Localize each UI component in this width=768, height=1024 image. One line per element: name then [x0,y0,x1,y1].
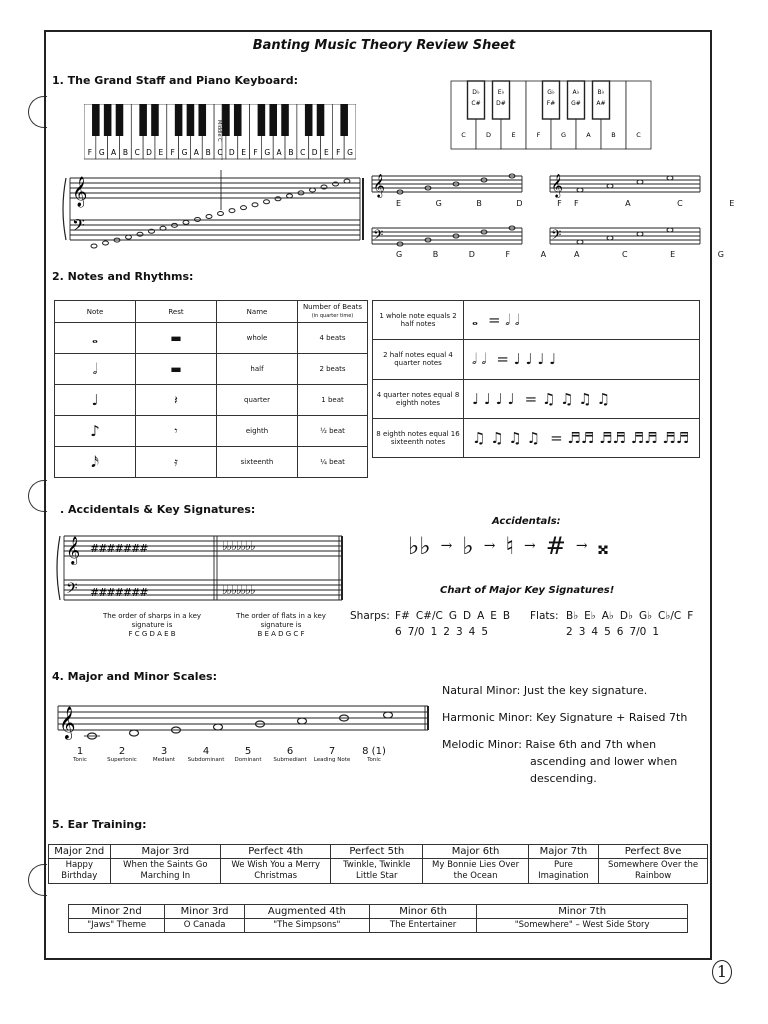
scale-degree-number: 6 [286,746,294,757]
interval-name: Major 3rd [110,845,221,859]
scale-degree [184,746,228,763]
note-name: quarter [217,385,298,416]
flat-count: 3 [578,626,586,638]
interval-name: Major 2nd [49,845,111,859]
scale-degree-name: Dominant [234,757,262,763]
sharp-count: 7/0 [407,626,425,638]
white-key-label: F [170,148,175,157]
rhs-notes: = ♬♬ ♬♬ ♬♬ ♬♬ [550,428,690,447]
rest-symbol-icon: ▬ [136,354,217,385]
flat-count: 1 [652,626,660,638]
staff-note [103,241,109,245]
small-piano-keyboard [450,80,652,152]
natural-icon: ♮ [505,532,515,560]
interval-name: Minor 2nd [69,905,165,919]
staff-note [137,232,143,236]
lhs-notes: ♩ ♩ ♩ ♩ [472,389,515,408]
note-name: eighth [217,416,298,447]
staff-note [275,197,281,201]
col-note-header: Note [55,301,136,323]
melodic-minor-text: Melodic Minor: Raise 6th and 7th when [442,738,657,751]
table-row [55,323,368,354]
rhs-notes: = 𝅗𝅥 𝅗𝅥 [487,311,520,330]
interval-name: Minor 3rd [165,905,245,919]
song-name: We Wish You a Merry Christmas [221,859,331,884]
interval-name: Perfect 5th [331,845,423,859]
small-black-key-label: G# [571,100,581,107]
equivalence-notes [464,340,700,379]
table-row [373,379,700,418]
small-black-key-label: C# [471,100,481,107]
table-row [373,418,700,457]
white-key-label: G [181,148,188,157]
flat-key: F [687,610,694,622]
lhs-notes: 𝅗𝅥 𝅗𝅥 [472,350,487,369]
staff-note [252,203,258,207]
small-white-key-label: C [461,131,466,139]
small-white-key-label: F [536,131,541,139]
small-black-key-label: D♭ [472,89,480,96]
page-number: 1 [712,960,732,984]
svg-text:𝄞: 𝄞 [551,173,563,197]
interval-name: Minor 6th [369,905,476,919]
white-key-label: F [336,148,341,157]
note-symbol-icon: 𝅗𝅥 [55,354,136,385]
double-sharp-icon: 𝄪 [597,532,609,560]
bass-spaces-staff [546,224,706,250]
white-key-label: A [110,148,117,157]
note-name: half [217,354,298,385]
flats-keys-row [566,610,693,622]
white-key-label: E [158,148,164,157]
flats-chart: Flats: [530,610,559,622]
flats-count-row [566,626,659,638]
scale-degree-name: Leading Note [313,757,351,763]
key-signature-staff [56,530,346,610]
table-row [55,385,368,416]
bass-spaces-label: A C E G [574,250,744,259]
col-rest-header: Rest [136,301,217,323]
rest-symbol-icon: 𝄾 [136,416,217,447]
black-key [139,104,147,136]
flat-key: A♭ [601,610,614,622]
sharp-count: 2 [443,626,450,638]
sharp-count: 5 [481,626,489,638]
accidentals-sequence [408,532,608,560]
page-title: Banting Music Theory Review Sheet [252,38,516,53]
section-2-heading: 2. Notes and Rhythms: [52,270,194,283]
sharp-key: E [490,610,497,622]
table-row [55,447,368,478]
white-key-label: C [217,148,223,157]
flat-icon: ♭ [462,532,474,560]
melodic-minor-text-2: ascending and lower when [530,755,678,768]
section-5-heading: 5. Ear Training: [52,818,147,831]
section-4-heading: 4. Major and Minor Scales: [52,670,217,683]
black-key [151,104,159,136]
flat-order-note: The order of flats in a key signature is B E A D G C F [236,612,326,638]
small-black-key-label: G♭ [547,89,555,96]
note-symbol-icon: 𝅝 [55,323,136,354]
note-beats: 2 beats [298,354,368,385]
equivalence-label: 1 whole note equals 2 half notes [373,301,464,340]
table-row [55,354,368,385]
scale-degree [142,746,186,763]
harmonic-minor-text: Harmonic Minor: Key Signature + Raised 7th [442,711,688,724]
rhythm-equivalence-table [372,300,700,458]
note-symbol-icon: 𝅘𝅥𝅯 [55,447,136,478]
interval-name: Minor 7th [477,905,688,919]
note-beats: 4 beats [298,323,368,354]
white-key-label: G [347,148,353,157]
song-name: "Jaws" Theme [69,919,165,933]
svg-text:𝄞: 𝄞 [373,173,385,197]
black-key [116,104,124,136]
white-key-label: C [300,148,306,157]
staff-note [195,217,201,221]
grand-staff [60,170,366,252]
scale-degree-number: 8 (1) [362,746,386,757]
scale-degree-name: Supertonic [107,757,137,763]
flat-count: 4 [591,626,599,638]
svg-text:𝄢: 𝄢 [72,215,85,239]
white-key-label: E [241,148,247,157]
white-key-label: C [134,148,140,157]
staff-note [310,188,316,192]
svg-text:𝄢: 𝄢 [373,227,384,246]
bass-lines-label: G B D F A [396,250,561,259]
scale-degree-number: 7 [328,746,336,757]
black-key [340,104,348,136]
scale-degree-number: 2 [118,746,126,757]
sharps-keys-row [395,610,510,622]
note-symbol-icon: ♪ [55,416,136,447]
song-name: Happy Birthday [49,859,111,884]
song-name: The Entertainer [369,919,476,933]
small-black-key-label: A# [596,100,606,107]
scale-degree [352,746,396,763]
white-key-label: A [276,148,282,157]
interval-name: Perfect 4th [221,845,331,859]
svg-text:♭♭♭♭♭♭♭: ♭♭♭♭♭♭♭ [222,583,255,597]
arrow-icon: → [524,538,536,554]
scale-degree-name: Mediant [152,757,176,763]
note-beats: ¼ beat [298,447,368,478]
interval-name: Perfect 8ve [599,845,708,859]
scale-degree-name: Tonic [73,757,87,763]
white-key-label: B [205,148,211,157]
scale-degree-name: Submediant [273,757,307,763]
double-flat-icon: ♭♭ [408,532,431,560]
sharp-key: D [462,610,472,622]
rhs-notes: = ♫ ♫ ♫ ♫ [524,389,611,408]
rest-symbol-icon: 𝄿 [136,447,217,478]
white-key-label: B [288,148,294,157]
equivalence-notes [464,301,700,340]
note-name: whole [217,323,298,354]
interval-name: Major 6th [423,845,528,859]
svg-text:𝄞: 𝄞 [66,536,81,564]
scale-degree [226,746,270,763]
white-key-label: G [264,148,271,157]
minor-intervals-table [68,904,688,933]
black-key [258,104,266,136]
black-key [305,104,313,136]
flat-key: E♭ [584,610,596,622]
svg-text:#######: ####### [90,586,148,599]
small-black-key-label: E♭ [497,89,505,96]
black-key [269,104,277,136]
rhs-notes: = ♩ ♩ ♩ ♩ [496,350,557,369]
small-white-key-label: D [485,131,492,139]
scale-degree-number: 4 [202,746,210,757]
sharp-key: C#/C [415,610,443,622]
sharp-key: B [502,610,511,622]
interval-header-row [49,845,708,859]
staff-note [229,209,235,213]
black-key [198,104,206,136]
song-name: "The Simpsons" [244,919,369,933]
black-key [317,104,325,136]
sharp-count: 1 [430,626,438,638]
song-name: When the Saints Go Marching In [110,859,221,884]
white-key-label: D [146,148,152,157]
middle-c-label: Middle C [216,120,222,142]
flat-key: C♭/C [658,610,682,622]
melodic-minor-text-3: descending. [530,772,597,785]
sharp-count: 4 [468,626,476,638]
black-key [104,104,112,136]
small-black-key-label: D# [496,100,506,107]
flat-key: G♭ [638,610,653,622]
small-white-key-label: E [511,131,516,139]
svg-text:♭♭♭♭♭♭♭: ♭♭♭♭♭♭♭ [222,539,255,553]
svg-text:𝄞: 𝄞 [72,177,88,207]
treble-spaces-label: F A C E [574,199,757,208]
song-row [49,859,708,884]
arrow-icon: → [440,538,453,554]
staff-note [264,200,270,204]
white-key-label: E [324,148,329,157]
small-white-key-label: C [636,131,641,139]
scale-degree-number: 5 [244,746,252,757]
equivalence-notes [464,418,700,457]
song-name: Somewhere Over the Rainbow [599,859,708,884]
equivalence-label: 8 eighth notes equal 16 sixteenth notes [373,418,464,457]
song-row [69,919,688,933]
equivalence-label: 4 quarter notes equal 8 eighth notes [373,379,464,418]
black-key [187,104,195,136]
section-1-heading: 1. The Grand Staff and Piano Keyboard: [52,74,298,87]
white-key-label: B [122,148,128,157]
staff-note [126,235,132,239]
rest-symbol-icon: ▬ [136,323,217,354]
song-name: O Canada [165,919,245,933]
arrow-icon: → [483,538,496,554]
scale-degree [58,746,102,763]
song-name: Twinkle, Twinkle Little Star [331,859,423,884]
major-intervals-table [48,844,708,884]
sharps-chart: Sharps: [350,610,390,622]
white-key-label: F [253,148,258,157]
white-key-label: D [228,148,235,157]
scale-degree-number: 1 [76,746,84,757]
accidentals-heading: Accidentals: [492,516,561,527]
treble-spaces-staff [546,172,706,198]
staff-note [183,220,189,224]
arrow-icon: → [575,538,588,554]
flat-count: 2 [566,626,573,638]
scale-degree [310,746,354,763]
song-name: "Somewhere" – West Side Story [477,919,688,933]
black-key [92,104,100,136]
scale-degree [100,746,144,763]
svg-text:𝄞: 𝄞 [59,706,76,739]
scale-degree [268,746,312,763]
small-white-key-label: G [560,131,567,139]
note-beats: 1 beat [298,385,368,416]
black-key [175,104,183,136]
sharps-count-row [395,626,488,638]
rest-symbol-icon: 𝄽 [136,385,217,416]
c-major-scale-staff [54,700,432,744]
small-white-key-label: A [586,131,591,139]
scale-degree-name: Tonic [367,757,381,763]
staff-note [218,212,224,216]
note-name: sixteenth [217,447,298,478]
white-key-label: F [87,148,93,157]
equivalence-notes [464,379,700,418]
flat-count: 6 [616,626,624,638]
notes-table [54,300,368,478]
lhs-notes: ♫ ♫ ♫ ♫ [472,428,541,447]
scale-degree-number: 3 [160,746,168,757]
lhs-notes: 𝅝 [472,311,478,330]
table-row [373,301,700,340]
sharp-order-note: The order of sharps in a key signature is F C G D A E B [102,612,202,638]
song-name: Pure Imagination [528,859,598,884]
sharp-count: 3 [455,626,463,638]
flat-count: 5 [604,626,611,638]
section-3-heading: . Accidentals & Key Signatures: [60,503,256,516]
sharp-count: 6 [395,626,402,638]
sharp-icon: # [545,532,566,560]
black-key [234,104,242,136]
sharp-key: F# [395,610,410,622]
scale-degree-name: Subdominant [187,757,225,763]
svg-text:#######: ####### [90,542,148,555]
white-key-label: D [311,148,318,157]
treble-lines-staff [368,172,528,198]
flat-key: B♭ [566,610,579,622]
svg-text:𝄢: 𝄢 [551,227,562,246]
white-key-label: G [98,148,105,157]
staff-note [91,244,97,248]
col-name-header: Name [217,301,298,323]
small-black-key-label: B♭ [597,89,605,96]
col-beats-header: Number of Beats (in quarter time) [298,301,368,323]
white-key-label: A [193,148,199,157]
interval-name: Augmented 4th [244,905,369,919]
natural-minor-text: Natural Minor: Just the key signature. [442,684,648,697]
treble-lines-label: E G B D F [396,199,578,208]
flat-key: D♭ [619,610,633,622]
note-symbol-icon: ♩ [55,385,136,416]
black-key [281,104,289,136]
staff-note [206,215,212,219]
bass-lines-staff [368,224,528,250]
equivalence-label: 2 half notes equal 4 quarter notes [373,340,464,379]
staff-note [344,179,350,183]
note-beats: ½ beat [298,416,368,447]
sharp-key: G [448,610,457,622]
small-black-key-label: A♭ [572,89,580,96]
interval-header-row [69,905,688,919]
staff-note [241,206,247,210]
table-row [373,340,700,379]
table-row [55,416,368,447]
staff-note [287,194,293,198]
small-black-key-label: F# [546,100,556,107]
key-signature-chart-heading: Chart of Major Key Signatures! [440,585,615,596]
svg-text:𝄢: 𝄢 [66,580,78,601]
flat-count: 7/0 [629,626,647,638]
song-name: My Bonnie Lies Over the Ocean [423,859,528,884]
small-white-key-label: B [611,131,616,139]
black-key [222,104,230,136]
sharp-key: A [477,610,485,622]
interval-name: Major 7th [528,845,598,859]
